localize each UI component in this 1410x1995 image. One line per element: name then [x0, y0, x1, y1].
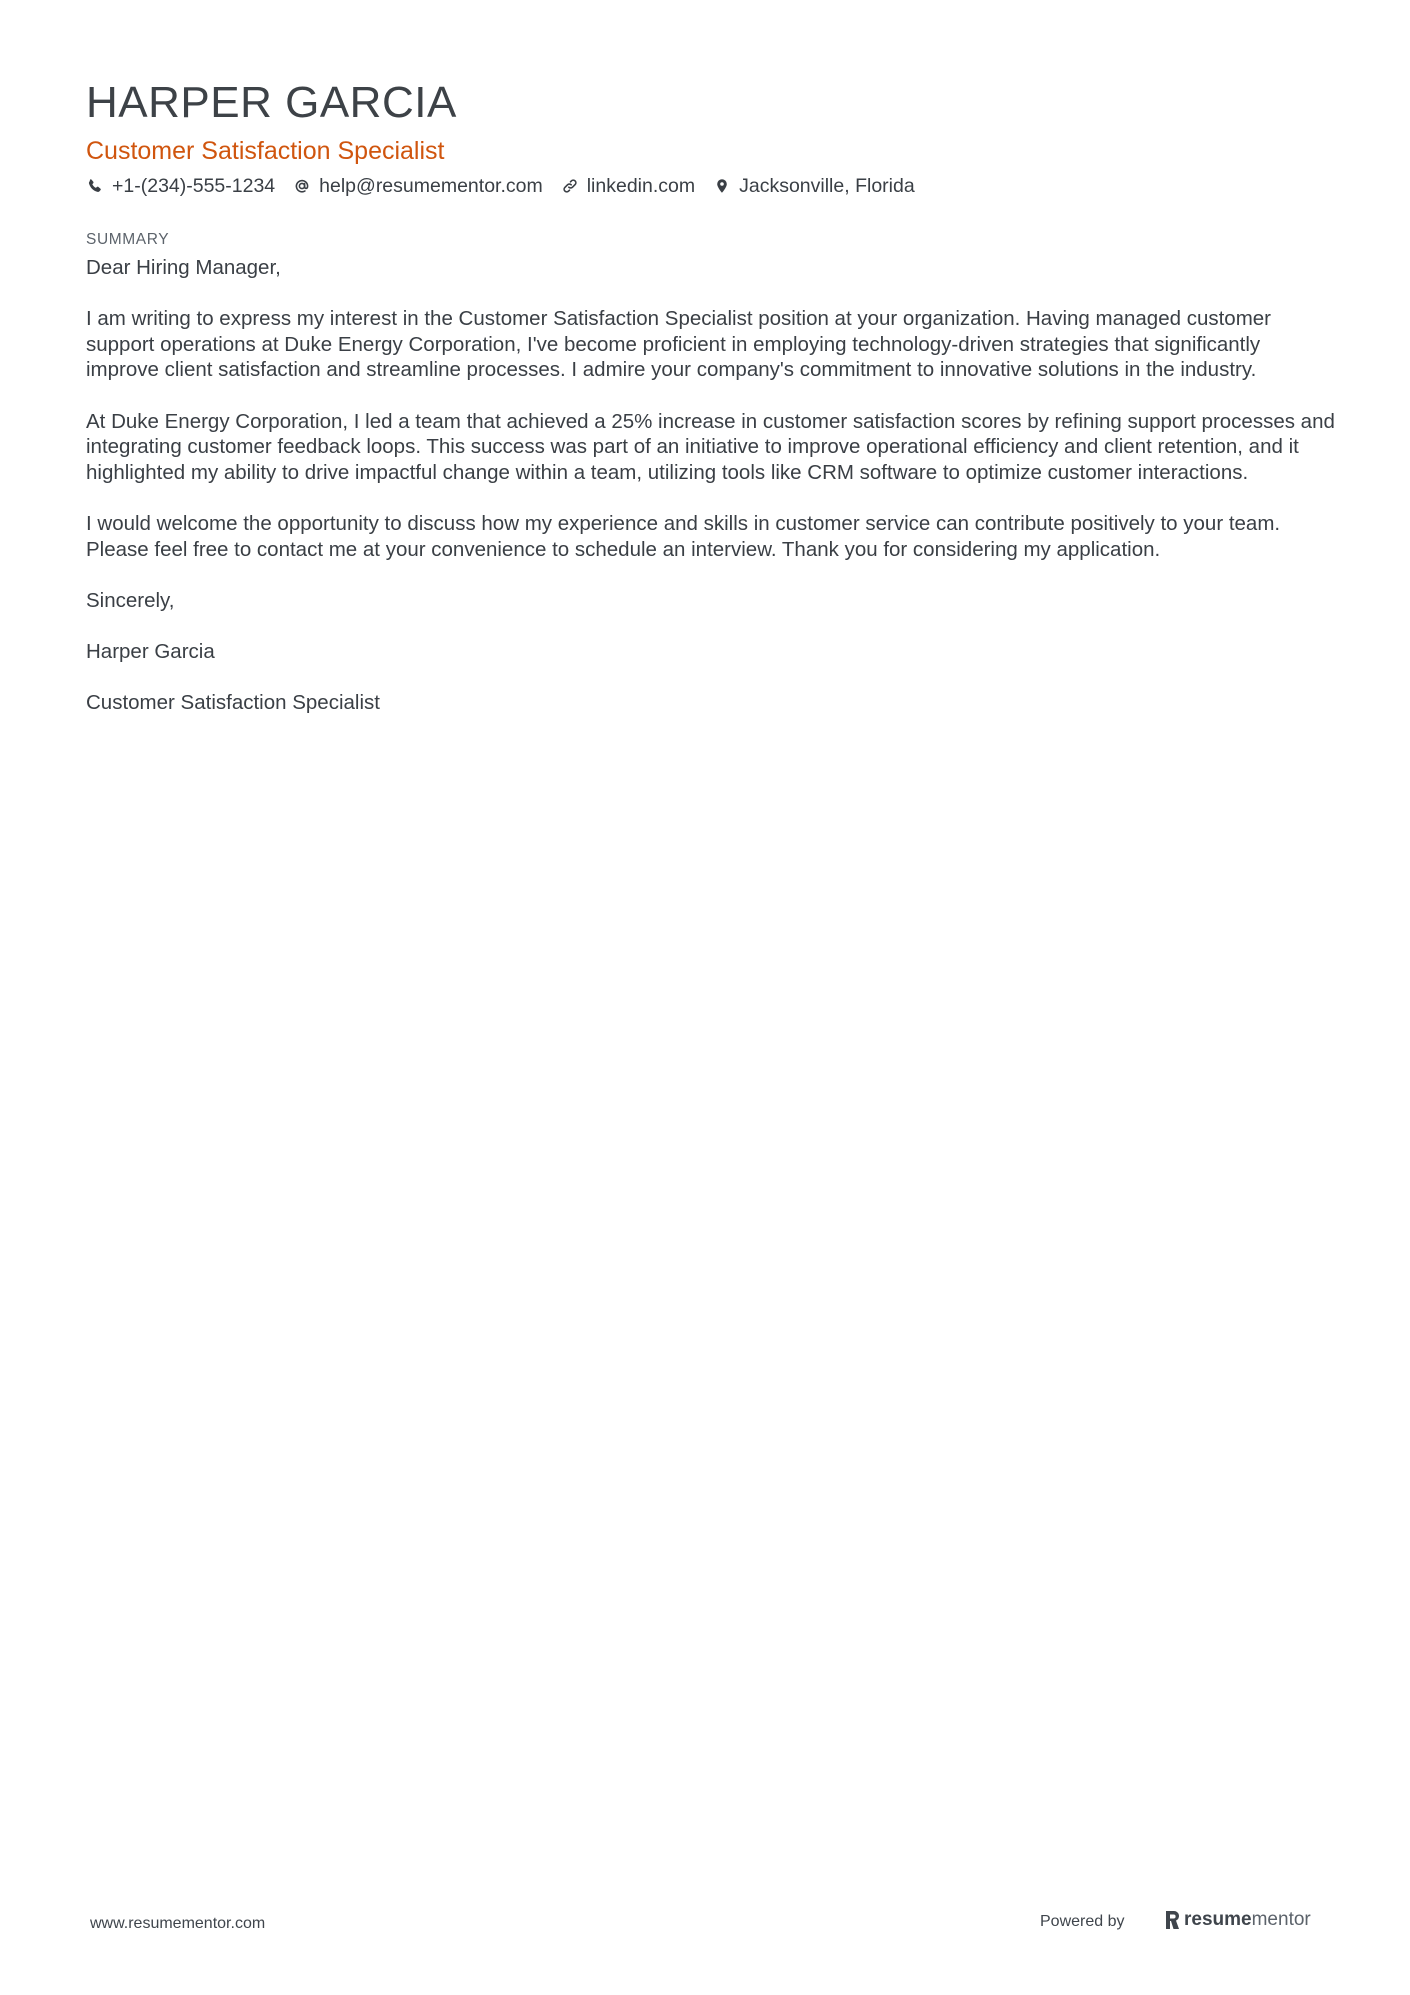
- brand-name-light: mentor: [1251, 1909, 1311, 1930]
- brand-name-bold: resume: [1184, 1909, 1252, 1930]
- contact-location-text: Jacksonville, Florida: [739, 175, 915, 197]
- link-icon: [561, 177, 579, 195]
- powered-by-label: Powered by: [1040, 1913, 1125, 1930]
- contact-email[interactable]: [293, 173, 543, 199]
- contact-email-text: help@resumementor.com: [319, 175, 543, 197]
- cover-letter-page: [86, 78, 1335, 741]
- contact-linkedin[interactable]: [561, 173, 695, 199]
- summary-heading: SUMMARY: [86, 231, 170, 248]
- brand-logo[interactable]: [1164, 1909, 1311, 1931]
- letter-paragraph: At Duke Energy Corporation, I led a team that achieved a 25% increase in customer satisfaction scores by refining support processes and integrating customer feedback loops. This success was part of an initiative to improve operational efficiency and client retention, and it highlighted my ability to drive impactful change within a team, utilizing tools like CRM software to optimize customer interactions.: [86, 409, 1335, 484]
- letter-paragraph: I would welcome the opportunity to discuss how my experience and skills in customer service can contribute positively to your team. Please feel free to contact me at your convenience to schedule an interview. Thank you for considering my application.: [86, 511, 1281, 561]
- phone-icon: [86, 177, 104, 195]
- contact-bar: [86, 173, 1331, 199]
- at-icon: [293, 177, 311, 195]
- contact-location: [713, 173, 915, 199]
- signature-title: Customer Satisfaction Specialist: [86, 691, 380, 715]
- footer-url-link[interactable]: www.resumementor.com: [90, 1915, 266, 1932]
- resumementor-logo-icon: [1164, 1910, 1180, 1930]
- letter-paragraph: I am writing to express my interest in the Customer Satisfaction Specialist position at your organization. Having managed customer support operations at Duke Energy Corporation, I've become proficient in employing technology-driven strategies that significantly improve client satisfaction and streamline processes. I admire your company's commitment to innovative solutions in the industry.: [86, 307, 1271, 382]
- letter-greeting: Dear Hiring Manager,: [86, 256, 281, 279]
- contact-linkedin-text: linkedin.com: [586, 175, 696, 197]
- contact-phone[interactable]: [86, 173, 275, 199]
- candidate-role: Customer Satisfaction Specialist: [86, 137, 445, 165]
- contact-phone-text: +1-(234)-555-1234: [112, 175, 276, 197]
- location-pin-icon: [713, 177, 731, 195]
- letter-body: [86, 255, 1336, 716]
- letter-closing: Sincerely,: [86, 588, 175, 612]
- candidate-name: HARPER GARCIA: [86, 78, 457, 127]
- signature-name: Harper Garcia: [86, 639, 215, 663]
- page-footer: [0, 1905, 1410, 1945]
